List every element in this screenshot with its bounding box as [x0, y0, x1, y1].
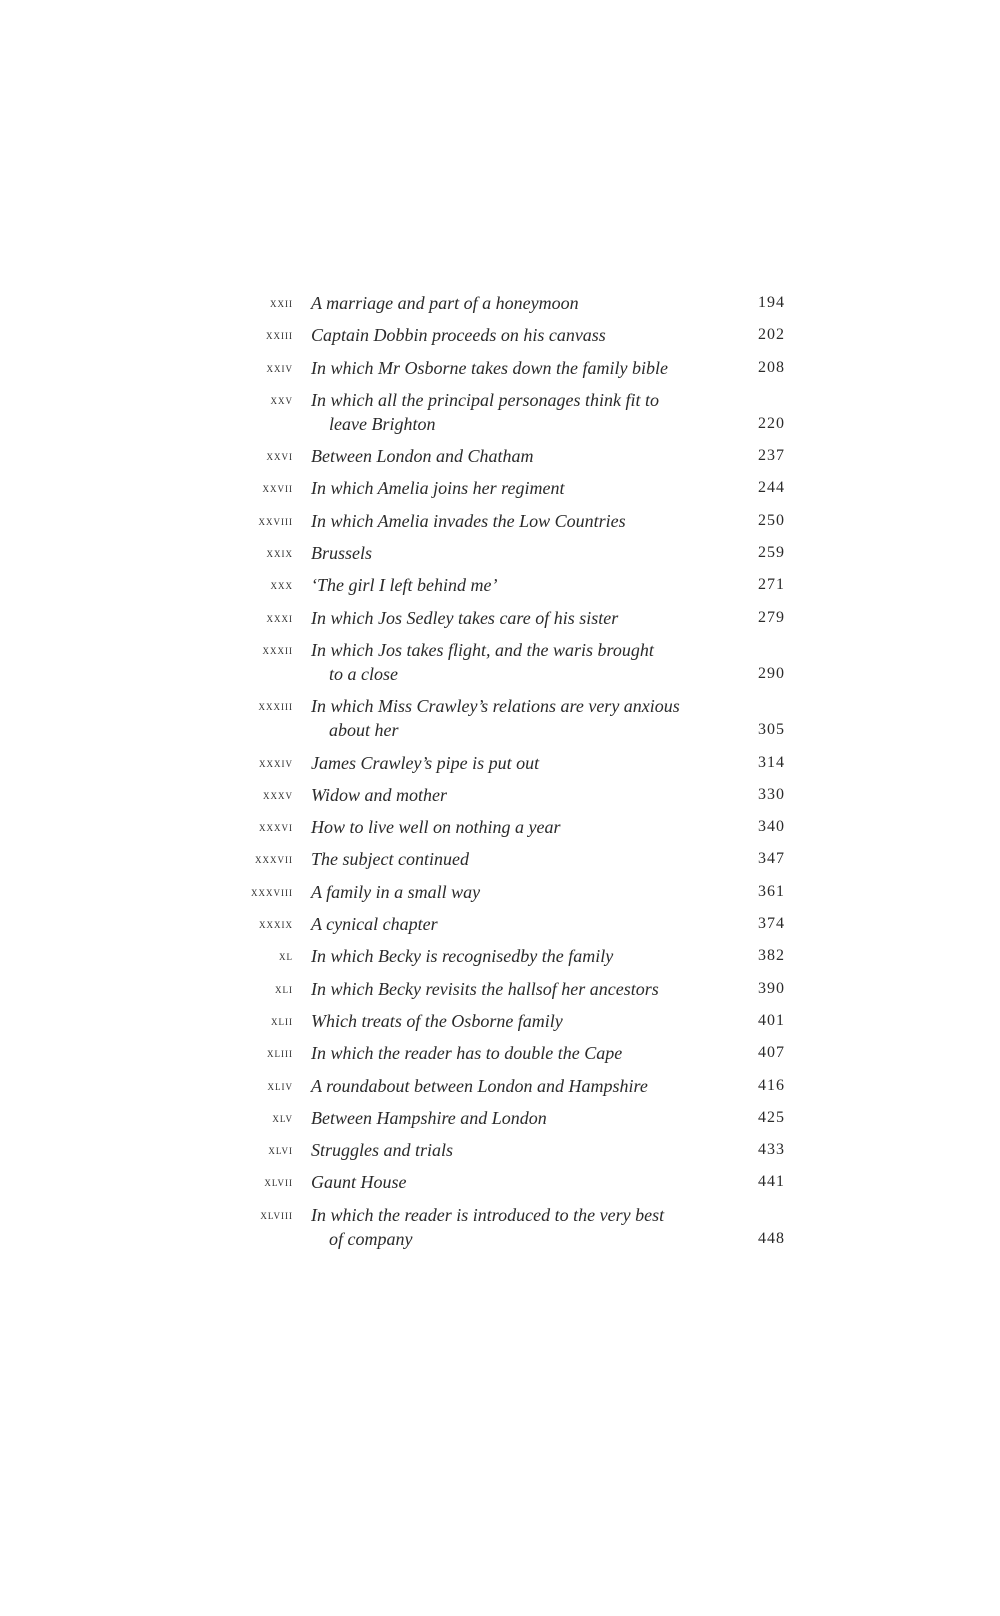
chapter-title-line: James Crawley’s pipe is put out — [311, 752, 540, 773]
toc-entry — [230, 1170, 790, 1202]
chapter-title — [311, 476, 711, 500]
chapter-number: xxxvi — [259, 819, 293, 835]
page-number: 208 — [758, 358, 785, 376]
chapter-number: xxviii — [258, 512, 293, 528]
toc-entry — [230, 291, 790, 323]
chapter-number: xlv — [272, 1109, 293, 1125]
page-number: 202 — [758, 326, 785, 344]
chapter-title-line: A marriage and part of a honeymoon — [311, 293, 579, 313]
chapter-number: xl — [279, 948, 293, 964]
page-number: 448 — [758, 1229, 785, 1247]
chapter-number: xxii — [270, 295, 293, 310]
chapter-title — [311, 606, 711, 630]
chapter-title — [311, 944, 711, 968]
chapter-title-line: A family in a small way — [311, 881, 481, 902]
chapter-title — [311, 783, 711, 807]
chapter-title — [311, 1106, 711, 1130]
chapter-number: xxvii — [262, 480, 293, 496]
chapter-title — [311, 694, 711, 742]
chapter-title-line: In which all the principal personages think fit to — [311, 389, 659, 410]
page-number: 271 — [758, 576, 785, 594]
toc-entry — [230, 323, 790, 355]
page-number: 401 — [758, 1011, 785, 1029]
chapter-number: xlii — [271, 1012, 293, 1028]
chapter-title-line: ‘The girl I left behind me’ — [311, 575, 498, 596]
chapter-title-line: Which treats of the Osborne family — [311, 1010, 563, 1031]
page-number: 244 — [758, 479, 785, 497]
chapter-number: xliii — [267, 1045, 293, 1061]
chapter-title — [311, 1009, 711, 1033]
toc-entry — [230, 815, 790, 847]
chapter-title-line: In which Amelia joins her regiment — [311, 478, 565, 499]
toc-entry — [230, 444, 790, 476]
chapter-number: xli — [275, 980, 293, 996]
page-number: 194 — [758, 294, 785, 311]
chapter-title-line: In which the reader has to double the Cape — [311, 1043, 623, 1064]
toc-entry — [230, 1138, 790, 1170]
chapter-title — [311, 291, 711, 315]
toc-entry — [230, 606, 790, 638]
chapter-title — [311, 323, 711, 347]
page-number: 250 — [758, 511, 785, 529]
toc-entry — [230, 783, 790, 815]
page-number: 330 — [758, 785, 785, 803]
chapter-title-line: leave Brighton — [329, 413, 436, 434]
chapter-title — [311, 751, 711, 775]
chapter-title — [311, 573, 711, 597]
chapter-number: xxxix — [259, 916, 293, 932]
chapter-title — [311, 880, 711, 904]
page-number: 220 — [758, 414, 785, 432]
chapter-number: xlvii — [264, 1174, 293, 1190]
toc-entry — [230, 751, 790, 783]
chapter-number: xxv — [270, 391, 293, 407]
chapter-title — [311, 977, 711, 1001]
chapter-title-line: In which the reader is introduced to the very best — [311, 1204, 665, 1225]
chapter-title — [311, 815, 711, 839]
page-number: 390 — [758, 979, 785, 997]
page-number: 347 — [758, 850, 785, 868]
chapter-title-line: Widow and mother — [311, 784, 448, 805]
toc-entry — [230, 847, 790, 879]
toc-entry — [230, 356, 790, 388]
chapter-title-line: How to live well on nothing a year — [311, 817, 561, 838]
chapter-number: xxxvii — [255, 851, 293, 867]
chapter-title-line: A roundabout between London and Hampshire — [311, 1075, 648, 1096]
chapter-title — [311, 1170, 711, 1194]
chapter-number: xxxi — [266, 609, 293, 625]
chapter-number: xlviii — [260, 1206, 293, 1222]
page-number: 279 — [758, 608, 785, 626]
chapter-title-line: In which Amelia invades the Low Countries — [311, 510, 626, 531]
toc-entry — [230, 509, 790, 541]
page-number: 305 — [758, 721, 785, 739]
chapter-title-line: In which Mr Osborne takes down the family bible — [311, 357, 668, 378]
chapter-title-line: Between Hampshire and London — [311, 1107, 547, 1128]
chapter-number: xxxiii — [258, 698, 293, 714]
page-number: 259 — [758, 544, 785, 562]
table-of-contents — [230, 291, 790, 1259]
toc-entry — [230, 1041, 790, 1073]
toc-entry — [230, 944, 790, 976]
chapter-title — [311, 388, 711, 436]
page-number: 441 — [758, 1173, 785, 1191]
chapter-title-line: to a close — [329, 663, 398, 684]
chapter-title-line: A cynical chapter — [311, 914, 438, 935]
chapter-number: xxx — [270, 577, 293, 593]
page-number: 361 — [758, 882, 785, 900]
chapter-number: xliv — [267, 1077, 293, 1093]
chapter-number: xxxv — [263, 786, 293, 802]
toc-entry — [230, 694, 790, 750]
page-number: 433 — [758, 1141, 785, 1159]
toc-entry — [230, 880, 790, 912]
chapter-title-line: Between London and Chatham — [311, 446, 534, 467]
chapter-title-line: Brussels — [311, 543, 373, 564]
page-number: 416 — [758, 1076, 785, 1094]
toc-entry — [230, 573, 790, 605]
chapter-title — [311, 541, 711, 565]
chapter-number: xxxiv — [259, 754, 293, 770]
chapter-title — [311, 356, 711, 380]
chapter-title — [311, 638, 711, 686]
page-number: 340 — [758, 818, 785, 836]
toc-entry — [230, 388, 790, 444]
page-number: 407 — [758, 1044, 785, 1062]
toc-entry — [230, 476, 790, 508]
chapter-title-line: In which Jos takes flight, and the waris brought — [311, 639, 654, 660]
toc-entry — [230, 1009, 790, 1041]
page-number: 374 — [758, 915, 785, 933]
chapter-title-line: In which Miss Crawley’s relations are very anxious — [311, 696, 680, 717]
chapter-number: xxiv — [266, 359, 293, 375]
page-number: 290 — [758, 664, 785, 682]
chapter-title-line: Gaunt House — [311, 1172, 407, 1193]
toc-entry — [230, 1106, 790, 1138]
chapter-title — [311, 444, 711, 468]
chapter-number: xxvi — [266, 448, 293, 464]
page-number: 425 — [758, 1108, 785, 1126]
chapter-title — [311, 912, 711, 936]
page-number: 382 — [758, 947, 785, 965]
page-number: 314 — [758, 753, 785, 771]
chapter-number: xxiii — [266, 327, 293, 343]
toc-entry — [230, 1074, 790, 1106]
chapter-number: xlvi — [268, 1142, 293, 1158]
toc-entry — [230, 541, 790, 573]
chapter-number: xxxii — [262, 641, 293, 657]
chapter-title — [311, 1138, 711, 1162]
page-number: 237 — [758, 447, 785, 465]
chapter-title — [311, 509, 711, 533]
chapter-title — [311, 1203, 711, 1251]
chapter-title — [311, 1041, 711, 1065]
chapter-title-line: In which Jos Sedley takes care of his sister — [311, 607, 619, 628]
chapter-title-line: In which Becky revisits the hallsof her ancestors — [311, 978, 659, 999]
toc-entry — [230, 638, 790, 694]
chapter-title-line: of company — [329, 1228, 413, 1249]
toc-entry — [230, 977, 790, 1009]
chapter-title — [311, 1074, 711, 1098]
chapter-title-line: Struggles and trials — [311, 1140, 454, 1161]
chapter-title-line: The subject continued — [311, 849, 469, 870]
chapter-title-line: In which Becky is recognisedby the family — [311, 946, 614, 967]
chapter-number: xxix — [266, 545, 293, 561]
chapter-title — [311, 847, 711, 871]
toc-entry — [230, 912, 790, 944]
chapter-number: xxxviii — [251, 883, 293, 899]
chapter-title-line: about her — [329, 720, 399, 741]
toc-entry — [230, 1203, 790, 1259]
chapter-title-line: Captain Dobbin proceeds on his canvass — [311, 325, 606, 346]
